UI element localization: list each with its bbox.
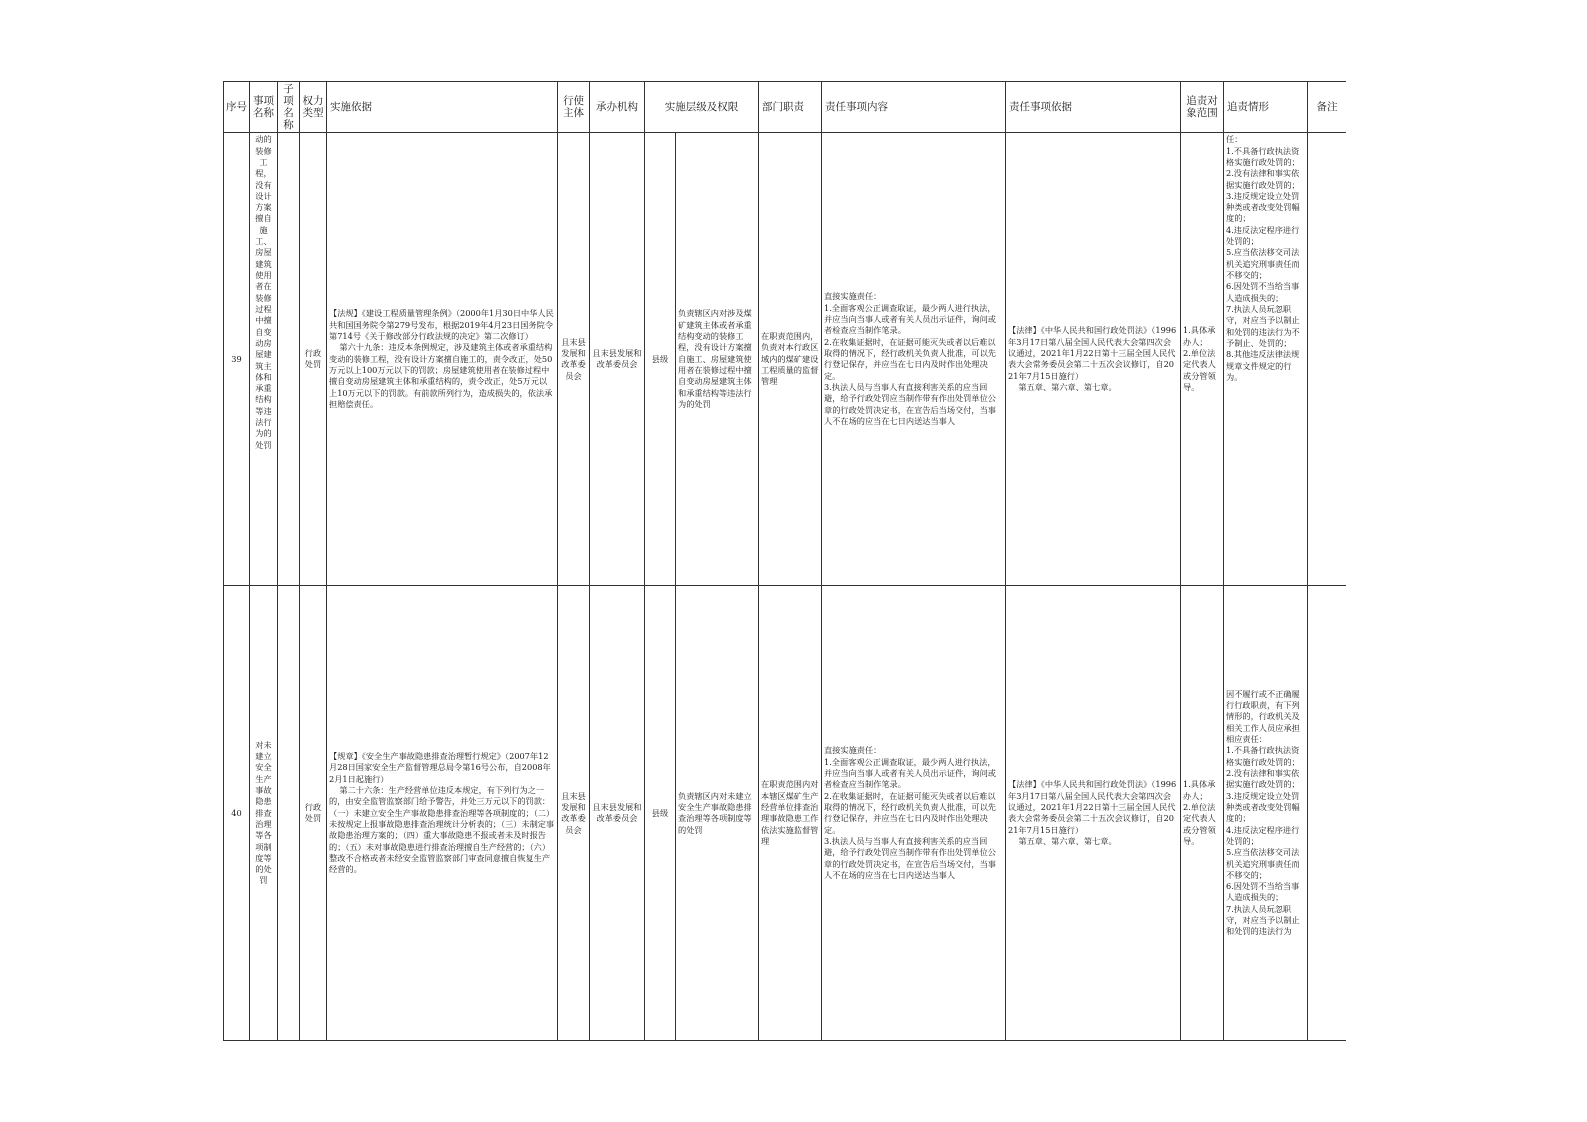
cell-basis: 【法规】《建设工程质量管理条例》（2000年1月30日中华人民共和国国务院令第279号发布，根据2019年4月23日国务院令第714号《关于修改部分行政法规的决定》第二次修订） 第六十九条：违反本条例规定，涉及建筑主体或者承重结构变动的装修工程，没有设计方案擅自施工的，责令改正，处50万元以上100万元以下的罚款；房屋建筑使用者在装修过程中擅自变动房屋建筑主体和承重结构的，责令改正，处5万元以上10万元以下的罚款。有前款所列行为，造成损失的，依法承担赔偿责任。	[327, 133, 558, 586]
header-agency: 承办机构	[590, 82, 645, 133]
header-sub-item: 子项名称	[278, 82, 300, 133]
cell-basis: 【规章】《安全生产事故隐患排查治理暂行规定》（2007年12月28日国家安全生产监督管理总局令第16号公布，自2008年2月1日起施行） 第二十六条：生产经营单位违反本规定，有下列行为之一的，由安全监管监察部门给予警告，并处三万元以下的罚款：（一）未建立安全生产事故隐患排查治理等各项制度的；（二）未按规定上报事故隐患排查治理统计分析表的；（三）未制定事故隐患治理方案的；（四）重大事故隐患不报或者未及时报告的；（五）未对事故隐患进行排查治理擅自生产经营的；（六）整改不合格或者未经安全监管监察部门审查同意擅自恢复生产经营的。	[327, 586, 558, 1041]
header-subject: 行使主体	[558, 82, 590, 133]
cell-scope: 1.具体承办人； 2.单位法定代表人或分管领导。	[1181, 586, 1224, 1041]
cell-agency: 且末县发展和改革委员会	[590, 133, 645, 586]
cell-seq: 39	[224, 133, 250, 586]
cell-situation: 任： 1.不具备行政执法资格实施行政处罚的； 2.没有法律和事实依据实施行政处罚的； 3.违反规定设立处罚种类或者改变处罚幅度的； 4.违反法定程序进行处罚的； 5.应当依法移交司法机关追究刑事责任而不移交的； 6.因处罚不当给当事人造成损失的； 7.执法人员玩忽职守，对应当予以制止和处罚的违法行为不予制止、处罚的； 8.其他违反法律法规规章文件规定的行为。	[1224, 133, 1308, 586]
cell-level: 县级	[645, 586, 676, 1041]
cell-seq: 40	[224, 586, 250, 1041]
header-row	[224, 82, 1347, 133]
header-power-type: 权力类型	[300, 82, 327, 133]
header-item-name: 事项名称	[250, 82, 278, 133]
cell-level-detail: 负责辖区内对涉及煤矿建筑主体或者承重结构变动的装修工程，没有设计方案擅自施工、房屋建筑使用者在装修过程中擅自变动房屋建筑主体和承重结构等违法行为的处罚	[676, 133, 759, 586]
cell-situation: 因不履行或不正确履行行政职责，有下列情形的，行政机关及相关工作人员应承担相应责任： 1.不具备行政执法资格实施行政处罚的； 2.没有法律和事实依据实施行政处罚的； 3.违反规定设立处罚种类或者改变处罚幅度的； 4.违反法定程序进行处罚的； 5.应当依法移交司法机关追究刑事责任而不移交的； 6.因处罚不当给当事人造成损失的； 7.执法人员玩忽职守，对应当予以制止和处罚的违法行为	[1224, 586, 1308, 1041]
header-scope: 追责对象范围	[1181, 82, 1224, 133]
header-seq: 序号	[224, 82, 250, 133]
cell-resp-basis: 【法律】《中华人民共和国行政处罚法》（1996年3月17日第八届全国人民代表大会第四次会议通过，2021年1月22日第十三届全国人民代表大会常务委员会第二十五次会议修订，自2021年7月15日施行） 第五章、第六章、第七章。	[1006, 133, 1181, 586]
power-list-table	[223, 81, 1346, 1041]
cell-note	[1308, 133, 1347, 586]
cell-power-type: 行政处罚	[300, 586, 327, 1041]
cell-resp-basis: 【法律】《中华人民共和国行政处罚法》（1996年3月17日第八届全国人民代表大会第四次会议通过，2021年1月22日第十三届全国人民代表大会常务委员会第二十五次会议修订，自2021年7月15日施行） 第五章、第六章、第七章。	[1006, 586, 1181, 1041]
table-row	[224, 586, 1347, 1041]
cell-duty: 在职责范围内，负责对本行政区域内的煤矿建设工程质量的监督管理	[759, 133, 822, 586]
cell-resp-content: 直接实施责任： 1.全面客观公正调查取证，最少两人进行执法，并应当向当事人或者有关人员出示证件，询问或者检查应当制作笔录。 2.在收集证据时，在证据可能灭失或者以后难以取得的情况下，经行政机关负责人批准，可以先行登记保存，并应当在七日内及时作出处理决定。 3.执法人员与当事人有直接利害关系的应当回避，给予行政处罚应当制作带有作出处罚单位公章的行政处罚决定书，在宣告后当场交付，当事人不在场的应当在七日内送达当事人	[822, 133, 1006, 586]
cell-scope: 1.具体承办人； 2.单位法定代表人或分管领导。	[1181, 133, 1224, 586]
cell-agency: 且末县发展和改革委员会	[590, 586, 645, 1041]
cell-resp-content: 直接实施责任： 1.全面客观公正调查取证，最少两人进行执法，并应当向当事人或者有关人员出示证件，询问或者检查应当制作笔录。 2.在收集证据时，在证据可能灭失或者以后难以取得的情况下，经行政机关负责人批准，可以先行登记保存，并应当在七日内及时作出处理决定。 3.执法人员与当事人有直接利害关系的应当回避，给予行政处罚应当制作带有作出处罚单位公章的行政处罚决定书，在宣告后当场交付，当事人不在场的应当在七日内送达当事人	[822, 586, 1006, 1041]
header-resp-content: 责任事项内容	[822, 82, 1006, 133]
cell-power-type: 行政处罚	[300, 133, 327, 586]
cell-subject: 且末县发展和改革委员会	[558, 586, 590, 1041]
cell-sub-item	[278, 133, 300, 586]
header-basis: 实施依据	[327, 82, 558, 133]
cell-sub-item	[278, 586, 300, 1041]
cell-duty: 在职责范围内对本辖区煤矿生产经营单位排查治理事故隐患工作依法实施监督管理	[759, 586, 822, 1041]
header-level: 实施层级及权限	[645, 82, 759, 133]
table-row	[224, 133, 1347, 586]
cell-subject: 且末县发展和改革委员会	[558, 133, 590, 586]
cell-note	[1308, 586, 1347, 1041]
header-resp-basis: 责任事项依据	[1006, 82, 1181, 133]
table-sheet	[223, 81, 1346, 1047]
header-duty: 部门职责	[759, 82, 822, 133]
cell-level: 县级	[645, 133, 676, 586]
cell-item-name: 对未建立安全生产事故隐患排查治理等各项制度等的处罚	[250, 586, 278, 1041]
header-situation: 追责情形	[1224, 82, 1308, 133]
cell-level-detail: 负责辖区内对未建立安全生产事故隐患排查治理等各项制度等的处罚	[676, 586, 759, 1041]
cell-item-name: 动的装修工程，没有设计方案擅自施工、房屋建筑使用者在装修过程中擅自变动房屋建筑主体和承重结构等违法行为的处罚	[250, 133, 278, 586]
header-note: 备注	[1308, 82, 1347, 133]
